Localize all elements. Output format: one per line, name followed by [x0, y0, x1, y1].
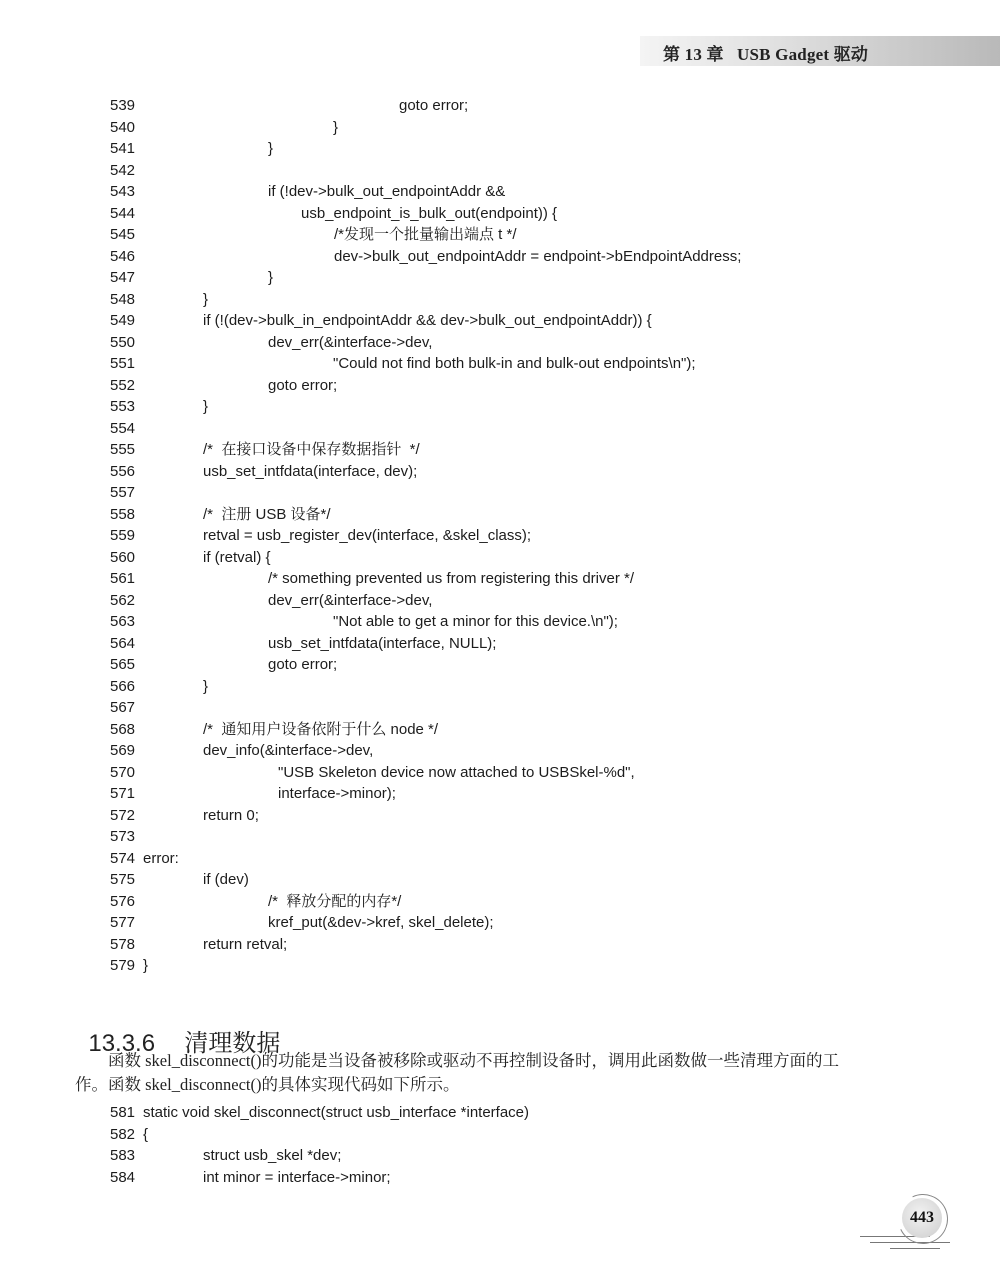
line-number: 543 — [110, 183, 136, 200]
code-text: return retval; — [203, 935, 288, 953]
code-text: } — [268, 140, 274, 157]
line-number: 555 — [110, 441, 136, 458]
line-number: 579 — [110, 957, 136, 974]
body-paragraph-line-2: 作。函数 skel_disconnect()的具体实现代码如下所示。 — [75, 1075, 460, 1094]
code-text: interface->minor); — [278, 785, 396, 802]
line-number: 546 — [110, 247, 136, 265]
section-number: 13.3.6 — [88, 1030, 156, 1057]
running-header-title: 第 13 章 USB Gadget 驱动 — [663, 45, 869, 64]
line-number: 558 — [110, 505, 136, 523]
code-text: dev_err(&interface->dev, — [268, 591, 433, 609]
code-text: "USB Skeleton device now attached to USBSkel-%d", — [278, 763, 635, 781]
line-number: 574 — [110, 849, 136, 867]
code-text: { — [143, 1125, 149, 1143]
line-number: 560 — [110, 548, 136, 566]
code-text: goto error; — [268, 656, 338, 673]
code-text: kref_put(&dev->kref, skel_delete); — [268, 914, 494, 931]
code-text: usb_set_intfdata(interface, dev); — [203, 462, 418, 480]
code-text: /* 在接口设备中保存数据指针 */ — [203, 441, 420, 458]
line-number: 541 — [110, 140, 136, 157]
line-number: 583 — [110, 1147, 136, 1164]
code-text: } — [143, 957, 149, 974]
code-text: struct usb_skel *dev; — [203, 1147, 342, 1164]
line-number: 548 — [110, 290, 136, 308]
line-number: 561 — [110, 570, 136, 587]
code-text: if (!dev->bulk_out_endpointAddr && — [268, 183, 506, 200]
code-text: } — [333, 118, 339, 136]
line-number: 540 — [110, 118, 136, 136]
line-number: 577 — [110, 914, 136, 931]
line-number: 550 — [110, 333, 136, 351]
section-title: 清理数据 — [184, 1030, 281, 1057]
line-number: 562 — [110, 591, 136, 609]
line-number: 559 — [110, 527, 136, 544]
line-number: 542 — [110, 161, 136, 179]
page-number: 443 — [910, 1209, 934, 1226]
line-number: 564 — [110, 634, 136, 652]
code-text: dev_err(&interface->dev, — [268, 333, 433, 351]
line-number: 551 — [110, 355, 136, 372]
line-number: 570 — [110, 763, 136, 781]
code-text: return 0; — [203, 806, 259, 824]
code-text: "Not able to get a minor for this device.\n"); — [333, 613, 618, 630]
line-number: 539 — [110, 97, 136, 114]
code-text: goto error; — [399, 97, 469, 114]
code-text: } — [203, 677, 209, 695]
decorative-rule — [890, 1248, 940, 1249]
line-number: 552 — [110, 376, 136, 394]
code-text: static void skel_disconnect(struct usb_interface *interface) — [143, 1104, 530, 1121]
code-text: dev->bulk_out_endpointAddr = endpoint->bEndpointAddress; — [334, 247, 742, 265]
line-number: 557 — [110, 484, 136, 501]
code-text: } — [203, 398, 209, 415]
code-text: if (dev) — [203, 871, 249, 888]
code-text: if (!(dev->bulk_in_endpointAddr && dev->bulk_out_endpointAddr)) { — [203, 312, 652, 329]
code-text: int minor = interface->minor; — [203, 1168, 391, 1186]
line-number: 544 — [110, 204, 136, 222]
line-number: 575 — [110, 871, 136, 888]
line-number: 549 — [110, 312, 136, 329]
line-number: 553 — [110, 398, 136, 415]
line-number: 571 — [110, 785, 136, 802]
line-number: 582 — [110, 1125, 136, 1143]
line-number: 573 — [110, 828, 136, 845]
code-text: /* 通知用户设备依附于什么 node */ — [203, 720, 439, 738]
line-number: 556 — [110, 462, 136, 480]
code-text: error: — [143, 849, 179, 867]
line-number: 584 — [110, 1168, 136, 1186]
line-number: 545 — [110, 226, 136, 243]
line-number: 563 — [110, 613, 136, 630]
line-number: 581 — [110, 1104, 136, 1121]
code-text: } — [203, 290, 209, 308]
code-text: /*发现一个批量输出端点 t */ — [334, 226, 517, 243]
page-number-badge — [860, 1192, 970, 1262]
line-number: 566 — [110, 677, 136, 695]
code-text: dev_info(&interface->dev, — [203, 742, 374, 759]
code-text: retval = usb_register_dev(interface, &skel_class); — [203, 527, 532, 544]
code-text: } — [268, 269, 274, 286]
code-text: usb_set_intfdata(interface, NULL); — [268, 634, 497, 652]
line-number: 567 — [110, 699, 136, 716]
line-number: 576 — [110, 892, 136, 910]
line-number: 569 — [110, 742, 136, 759]
code-text: /* 注册 USB 设备*/ — [203, 505, 331, 523]
line-number: 572 — [110, 806, 136, 824]
body-paragraph-line-1: 函数 skel_disconnect()的功能是当设备被移除或驱动不再控制设备时，调用此函数做一些清理方面的工 — [108, 1051, 840, 1070]
code-text: /* 释放分配的内存*/ — [268, 892, 402, 910]
code-text: /* something prevented us from registering this driver */ — [268, 570, 634, 587]
line-number: 568 — [110, 720, 136, 738]
line-number: 578 — [110, 935, 136, 953]
code-text: usb_endpoint_is_bulk_out(endpoint)) { — [301, 204, 558, 222]
line-number: 554 — [110, 419, 136, 437]
code-text: goto error; — [268, 376, 338, 394]
code-text: "Could not find both bulk-in and bulk-out endpoints\n"); — [333, 355, 696, 372]
line-number: 565 — [110, 656, 136, 673]
line-number: 547 — [110, 269, 136, 286]
code-text: if (retval) { — [203, 548, 271, 566]
decorative-rule — [870, 1242, 950, 1243]
